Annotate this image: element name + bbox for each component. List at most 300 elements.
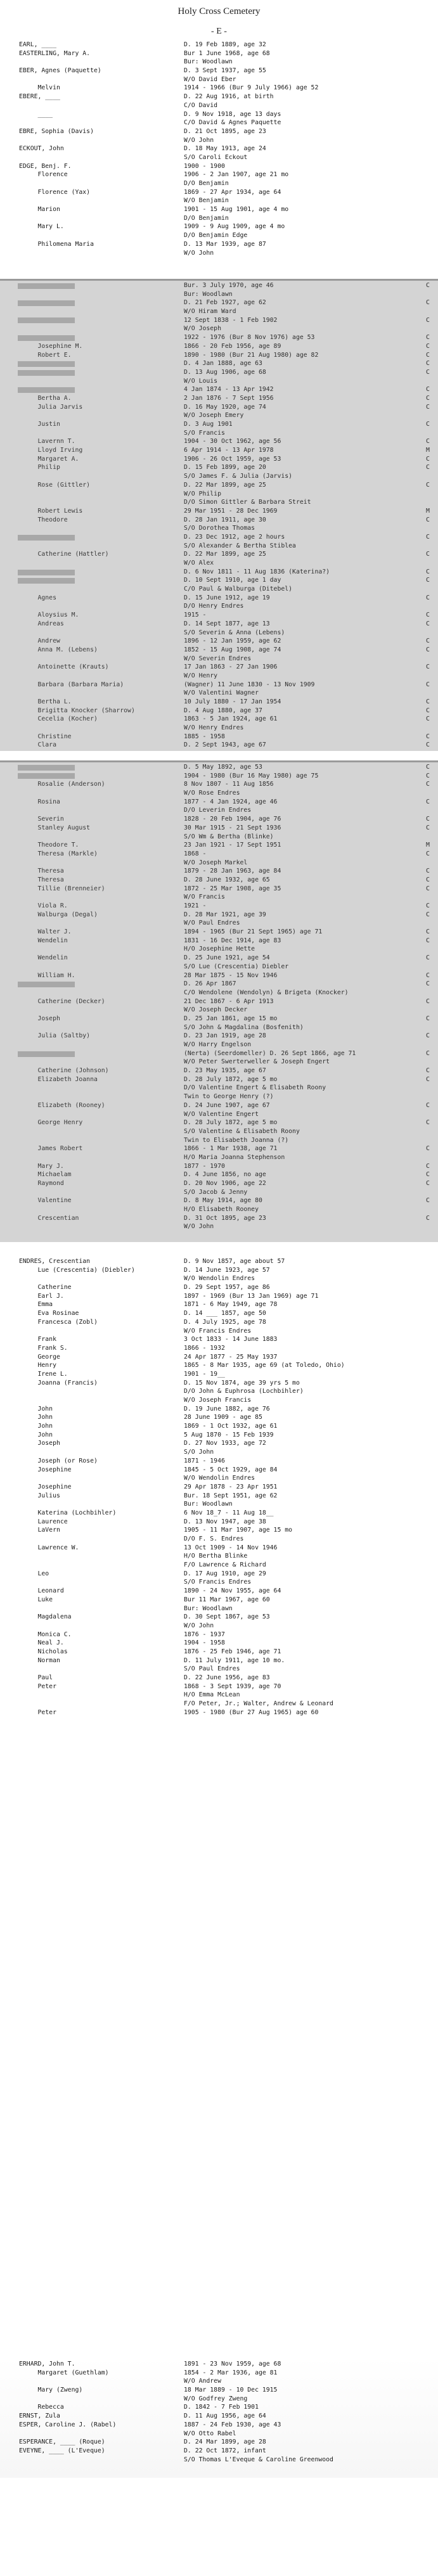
record-mark: C — [426, 342, 430, 350]
record-info: 1915 - — [184, 612, 207, 619]
record-name: Norman — [19, 1656, 60, 1664]
record-name: Lavernn T. — [19, 438, 75, 445]
record-info: W/O Paul Endres — [184, 920, 240, 927]
record-info: D. 16 May 1920, age 74 — [184, 403, 266, 411]
record-name: John — [19, 1414, 53, 1421]
record-info: D. 11 Aug 1956, age 64 — [184, 2413, 266, 2420]
record-info: D. 18 May 1913, age 24 — [184, 145, 266, 153]
record-row — [0, 763, 438, 772]
record-name: Walburga (Degal) — [19, 911, 98, 918]
record-row — [0, 707, 438, 715]
record-name: Frank S. — [19, 1344, 68, 1352]
record-mark: C — [426, 798, 430, 805]
record-info: D. 19 Feb 1889, age 32 — [184, 41, 266, 48]
record-info: S/O John — [184, 1449, 214, 1456]
record-row — [0, 1041, 438, 1049]
record-name: Theresa (Markle) — [19, 850, 98, 857]
record-row — [0, 1196, 438, 1205]
record-info: D. 28 June 1932, age 65 — [184, 876, 270, 883]
record-info: D. 4 June 1856, no age — [184, 1171, 266, 1179]
record-row — [0, 1457, 438, 1466]
record-mark: C — [426, 438, 430, 445]
record-info: D/O Henry Endres — [184, 603, 244, 610]
record-mark: C — [426, 620, 430, 627]
record-row — [0, 1309, 438, 1318]
record-row — [0, 1682, 438, 1691]
record-name: Robert E. — [19, 351, 72, 359]
record-row — [0, 1561, 438, 1570]
record-name: Catherine — [19, 1284, 72, 1291]
record-info: 1879 - 28 Jan 1963, age 84 — [184, 868, 281, 875]
record-row — [0, 568, 438, 577]
record-row — [0, 1535, 438, 1544]
record-info: W/O Joseph Decker — [184, 1006, 248, 1014]
record-row — [0, 841, 438, 850]
record-name: Barbara (Barbara Maria) — [19, 681, 124, 688]
record-name: Neal J. — [19, 1639, 64, 1647]
record-row — [0, 290, 438, 299]
record-name: Florence (Yax) — [19, 188, 91, 196]
record-info: W/O Peter Swerterweller & Joseph Engert — [184, 1058, 330, 1066]
record-row — [0, 594, 438, 603]
record-row — [0, 772, 438, 781]
record-name: Luke — [19, 1596, 53, 1603]
record-section — [0, 2357, 438, 2478]
record-info: 1890 - 24 Nov 1955, age 64 — [184, 1587, 281, 1595]
record-info: S/O Severin & Anna (Lebens) — [184, 629, 285, 636]
record-row — [0, 2395, 438, 2404]
record-name: EARL, ____ — [19, 41, 56, 48]
record-info: C/O Wendolene (Wendolyn) & Brigeta (Knocker) — [184, 989, 349, 996]
record-info: W/O Joseph Francis — [184, 1397, 252, 1404]
record-row — [0, 715, 438, 724]
record-name: Philomena Maria — [19, 240, 94, 248]
record-mark: C — [426, 715, 430, 723]
record-row — [0, 1474, 438, 1483]
record-row — [0, 620, 438, 629]
record-info: 29 Mar 1951 - 28 Dec 1969 — [184, 507, 278, 515]
record-row — [0, 672, 438, 681]
record-row — [0, 971, 438, 980]
record-info: 1906 - 2 Jan 1907, age 21 mo — [184, 171, 289, 179]
record-row — [0, 1518, 438, 1527]
record-row — [0, 1405, 438, 1414]
record-name: Joanna (Francis) — [19, 1379, 98, 1387]
record-row — [0, 2360, 438, 2369]
record-name: EASTERLING, Mary A. — [19, 49, 91, 57]
record-mark: C — [426, 421, 430, 428]
letter-heading: - E - — [211, 27, 227, 36]
record-row — [0, 1049, 438, 1058]
record-name: Mary (Zweng) — [19, 2387, 83, 2394]
record-row — [0, 75, 438, 84]
record-row — [0, 655, 438, 663]
record-name: Valentine — [19, 1197, 72, 1205]
record-row — [0, 127, 438, 136]
record-row — [0, 524, 438, 533]
record-info: W/O Benjamin — [184, 197, 229, 205]
record-info: S/O Alexander & Bertha Stiblea — [184, 542, 296, 549]
record-name: EBERE, ____ — [19, 93, 60, 101]
record-row — [0, 507, 438, 516]
record-row — [0, 550, 438, 559]
record-row — [0, 1318, 438, 1327]
record-name: Raymond — [19, 1180, 64, 1187]
record-info: (Nerta) (Seerdomeller) D. 26 Sept 1866, age 71 — [184, 1049, 356, 1057]
record-info: Bur 1 June 1968, age 68 — [184, 49, 270, 57]
record-info: 1865 - 8 Mar 1935, age 69 (at Toledo, Ohio) — [184, 1362, 345, 1369]
record-row — [0, 1101, 438, 1110]
record-row — [0, 67, 438, 75]
record-name: Wendelin — [19, 954, 68, 962]
record-info: 23 Jan 1921 - 17 Sept 1951 — [184, 842, 281, 849]
record-name: Monica C. — [19, 1631, 72, 1638]
record-row — [0, 2430, 438, 2438]
record-row — [0, 1656, 438, 1665]
record-info: D/O Valentine Engert & Elisabeth Roony — [184, 1084, 326, 1092]
record-name: Josephine — [19, 1483, 72, 1490]
record-info: 1891 - 23 Nov 1959, age 68 — [184, 2361, 281, 2368]
record-info: D. 23 Dec 1912, age 2 hours — [184, 533, 285, 541]
record-name: Michaelam — [19, 1171, 72, 1179]
record-row — [0, 885, 438, 894]
record-info: 1871 - 6 May 1949, age 78 — [184, 1301, 278, 1309]
record-row — [0, 733, 438, 741]
record-row — [0, 1144, 438, 1153]
record-row — [0, 411, 438, 420]
record-row — [0, 58, 438, 67]
record-row — [0, 806, 438, 815]
record-row — [0, 867, 438, 876]
record-info: W/O Valentine Engert — [184, 1110, 259, 1118]
record-row — [0, 629, 438, 638]
record-mark: M — [426, 447, 430, 454]
record-info: C/O David & Agnes Paquette — [184, 119, 281, 127]
record-info: S/O Jacob & Jenny — [184, 1188, 248, 1196]
record-name: John — [19, 1431, 53, 1439]
record-info: Bur: Woodlawn — [184, 58, 233, 66]
record-row — [0, 2456, 438, 2464]
record-info: W/O Wendolin Endres — [184, 1475, 255, 1482]
record-name: Laurence — [19, 1518, 68, 1525]
record-name: Andrew — [19, 638, 60, 645]
record-info: S/O James F. & Julia (Jarvis) — [184, 473, 293, 480]
record-row — [0, 1084, 438, 1093]
record-row — [0, 119, 438, 127]
record-info: S/O Thomas L'Eveque & Caroline Greenwood — [184, 2456, 333, 2463]
record-row — [0, 101, 438, 110]
record-row — [0, 394, 438, 403]
record-info: D. 21 Oct 1895, age 23 — [184, 127, 266, 135]
record-mark: C — [426, 698, 430, 705]
record-mark: C — [426, 360, 430, 368]
record-info: 28 June 1909 - age 85 — [184, 1414, 262, 1421]
record-info: 30 Mar 1915 - 21 Sept 1936 — [184, 824, 281, 831]
record-name: Frank — [19, 1336, 56, 1343]
record-name: Stanley August — [19, 824, 91, 831]
record-row — [0, 249, 438, 258]
record-row — [0, 815, 438, 824]
record-mark: C — [426, 1049, 430, 1057]
record-info: D. 19 June 1882, age 76 — [184, 1405, 270, 1413]
record-info: D/O Simon Gittler & Barbara Streit — [184, 499, 311, 506]
record-name: Viola R. — [19, 902, 68, 909]
record-info: D. 15 Nov 1874, age 39 yrs 5 mo — [184, 1379, 300, 1387]
record-row — [0, 1552, 438, 1561]
record-info: 6 Apr 1914 - 13 Apr 1978 — [184, 447, 274, 454]
record-mark: C — [426, 1180, 430, 1187]
record-info: W/O John — [184, 1622, 214, 1629]
record-info: D. 9 Nov 1918, age 13 days — [184, 110, 281, 118]
record-name: Emma — [19, 1301, 53, 1309]
record-info: S/O Caroli Eckout — [184, 153, 248, 161]
record-info: S/O Wm & Bertha (Blinke) — [184, 833, 274, 840]
record-info: F/O Peter, Jr.; Walter, Andrew & Leonard — [184, 1700, 333, 1708]
record-row — [0, 2377, 438, 2386]
record-info: D. 13 Nov 1947, age 38 — [184, 1518, 266, 1525]
record-info: 1868 - — [184, 850, 207, 857]
record-row — [0, 689, 438, 698]
record-row — [0, 824, 438, 833]
record-info: 1904 - 1958 — [184, 1639, 225, 1647]
record-info: S/O Dorothea Thomas — [184, 525, 255, 532]
record-row — [0, 188, 438, 197]
record-mark: C — [426, 568, 430, 575]
record-info: W/O Francis Endres — [184, 1327, 252, 1335]
record-section — [0, 38, 438, 266]
record-row — [0, 902, 438, 911]
record-info: W/O Otto Rabel — [184, 2430, 236, 2437]
record-mark: C — [426, 781, 430, 788]
record-row — [0, 1170, 438, 1179]
record-name: Walter J. — [19, 928, 72, 936]
record-mark: C — [426, 876, 430, 883]
record-name: George Henry — [19, 1119, 83, 1127]
record-info: D. 3 Sept 1937, age 55 — [184, 67, 266, 75]
record-info: 28 Mar 1875 - 15 Nov 1946 — [184, 971, 278, 979]
record-row — [0, 516, 438, 525]
record-row — [0, 1067, 438, 1075]
record-row — [0, 1266, 438, 1275]
record-info: D. 20 Nov 1906, age 22 — [184, 1180, 266, 1187]
record-name: ____ — [19, 110, 53, 118]
record-row — [0, 463, 438, 472]
record-info: W/O Joseph Emery — [184, 412, 244, 420]
record-mark: C — [426, 516, 430, 523]
record-row — [0, 170, 438, 179]
record-info: H/O Emma McLean — [184, 1691, 240, 1699]
record-row — [0, 41, 438, 49]
record-info: D. 8 May 1914, age 80 — [184, 1197, 262, 1205]
record-row — [0, 307, 438, 316]
record-info: W/O Henry — [184, 672, 218, 679]
record-mark: C — [426, 733, 430, 740]
record-name: Leonard — [19, 1587, 64, 1595]
record-name: Paul — [19, 1674, 53, 1681]
record-info: S/O Valentine & Elisabeth Roony — [184, 1127, 300, 1135]
record-info: 1871 - 1946 — [184, 1457, 225, 1464]
record-info: 17 Jan 1863 - 27 Jan 1906 — [184, 663, 278, 671]
record-info: W/O John — [184, 249, 214, 257]
record-info: D. 22 Mar 1899, age 25 — [184, 481, 266, 489]
record-mark: C — [426, 971, 430, 979]
record-row — [0, 1292, 438, 1301]
record-row — [0, 637, 438, 646]
record-row — [0, 724, 438, 733]
record-name: Catherine (Johnson) — [19, 1067, 109, 1075]
record-row — [0, 498, 438, 507]
record-info: Bur: Woodlawn — [184, 1605, 233, 1612]
record-row — [0, 1118, 438, 1127]
record-name: Rosina — [19, 798, 60, 805]
record-info: 1863 - 5 Jan 1924, age 61 — [184, 715, 278, 723]
record-row — [0, 490, 438, 499]
record-mark: C — [426, 403, 430, 411]
record-mark: C — [426, 551, 430, 558]
record-info: H/O Elisabeth Rooney — [184, 1206, 259, 1214]
record-info: 10 July 1880 - 17 Jan 1954 — [184, 698, 281, 705]
record-info: 1901 - 19__ — [184, 1370, 225, 1378]
record-row — [0, 231, 438, 240]
record-name: Elizabeth Joanna — [19, 1075, 98, 1083]
record-info: 4 Jan 1874 - 13 Apr 1942 — [184, 386, 274, 394]
record-info: S/O Lue (Crescentia) Diebler — [184, 963, 289, 970]
record-row — [0, 153, 438, 162]
record-row — [0, 989, 438, 997]
record-row — [0, 1483, 438, 1492]
record-row — [0, 833, 438, 842]
record-info: D. 25 June 1921, age 54 — [184, 954, 270, 962]
record-mark: C — [426, 351, 430, 359]
record-row — [0, 681, 438, 689]
record-info: W/O Wendolin Endres — [184, 1275, 255, 1283]
record-row — [0, 1700, 438, 1708]
record-mark: C — [426, 1197, 430, 1205]
record-row — [0, 93, 438, 101]
record-info: W/O Louis — [184, 377, 218, 385]
record-row — [0, 893, 438, 902]
record-row — [0, 1214, 438, 1223]
record-info: Bur. 18 Sept 1951, age 62 — [184, 1492, 278, 1499]
record-name: Catherine (Decker) — [19, 997, 105, 1005]
record-info: W/O Andrew — [184, 2378, 221, 2385]
record-row — [0, 162, 438, 171]
record-name: EVEYNE, ____ (L'Eveque) — [19, 2447, 105, 2454]
record-name: Irene L. — [19, 1370, 68, 1378]
record-row — [0, 919, 438, 928]
record-name: John — [19, 1405, 53, 1413]
record-name: Wendelin — [19, 937, 68, 944]
record-name: ESPER, Caroline J. (Rabel) — [19, 2421, 117, 2428]
record-name: Margaret (Guethlam) — [19, 2369, 109, 2376]
record-info: D. 14 Sept 1877, age 13 — [184, 620, 270, 627]
record-mark: C — [426, 299, 430, 307]
record-info: 1866 - 1 Mar 1938, age 71 — [184, 1145, 278, 1153]
record-info: S/O Francis Endres — [184, 1579, 252, 1586]
record-row — [0, 1300, 438, 1309]
record-row — [0, 789, 438, 798]
record-info: D. 21 Feb 1927, age 62 — [184, 299, 266, 307]
record-info: D. 28 July 1872, age 5 mo — [184, 1119, 278, 1127]
record-name: Florence — [19, 171, 68, 179]
record-name: Leo — [19, 1570, 49, 1577]
record-row — [0, 1605, 438, 1613]
record-row — [0, 698, 438, 707]
record-info: Twin to George Henry (?) — [184, 1093, 274, 1101]
record-mark: C — [426, 1032, 430, 1040]
record-row — [0, 1032, 438, 1041]
record-info: D. 2 Sept 1943, age 67 — [184, 741, 266, 749]
record-row — [0, 1188, 438, 1197]
record-info: W/O Harry Engelson — [184, 1041, 252, 1048]
record-row — [0, 324, 438, 333]
record-name: John — [19, 1423, 53, 1430]
record-row — [0, 1708, 438, 1717]
record-info: W/O Hiram Ward — [184, 308, 236, 316]
record-info: 1868 - 3 Sept 1939, age 70 — [184, 1682, 281, 1690]
record-mark: C — [426, 1015, 430, 1022]
record-row — [0, 1205, 438, 1214]
record-mark: C — [426, 1162, 430, 1170]
record-name: Clara — [19, 741, 56, 749]
record-row — [0, 602, 438, 611]
record-name: Nicholas — [19, 1648, 68, 1655]
record-name: Joseph — [19, 1015, 60, 1022]
record-row — [0, 446, 438, 455]
scan-edge — [0, 279, 438, 281]
record-name: Mary L. — [19, 223, 64, 231]
record-row — [0, 1015, 438, 1023]
record-row — [0, 2421, 438, 2430]
record-row — [0, 205, 438, 214]
record-info: C/O David — [184, 101, 218, 109]
record-row — [0, 1023, 438, 1032]
record-info: H/O Maria Joanna Stephenson — [184, 1153, 285, 1161]
record-row — [0, 1179, 438, 1188]
record-info: 1904 - 1980 (Bur 16 May 1980) age 75 — [184, 772, 319, 779]
record-row — [0, 945, 438, 954]
record-name: Christine — [19, 733, 72, 740]
record-name: Francesca (Zobl) — [19, 1318, 98, 1326]
record-name: ECKOUT, John — [19, 145, 64, 153]
record-mark: C — [426, 937, 430, 944]
record-rows — [0, 1255, 438, 1717]
record-mark: C — [426, 1119, 430, 1127]
record-rows — [0, 38, 438, 257]
record-row — [0, 1353, 438, 1362]
record-row — [0, 1631, 438, 1639]
record-row — [0, 1544, 438, 1553]
record-info: D. 23 May 1935, age 67 — [184, 1067, 266, 1075]
record-row — [0, 281, 438, 290]
record-mark: C — [426, 1214, 430, 1222]
record-info: 2 Jan 1876 - 7 Sept 1956 — [184, 394, 274, 402]
record-row — [0, 954, 438, 963]
record-mark: C — [426, 764, 430, 771]
record-row — [0, 420, 438, 429]
record-mark: C — [426, 282, 430, 289]
record-name: Elizabeth (Rooney) — [19, 1101, 105, 1109]
record-name: ERNST, Zula — [19, 2413, 60, 2420]
record-row — [0, 1370, 438, 1379]
record-row — [0, 1344, 438, 1353]
record-name: Bertha L. — [19, 698, 72, 705]
record-name: Melvin — [19, 84, 60, 92]
record-mark: C — [426, 1067, 430, 1075]
record-info: 1894 - 1965 (Bur 21 Sept 1965) age 71 — [184, 928, 323, 936]
record-mark: C — [426, 1101, 430, 1109]
record-name: Julius — [19, 1492, 60, 1499]
